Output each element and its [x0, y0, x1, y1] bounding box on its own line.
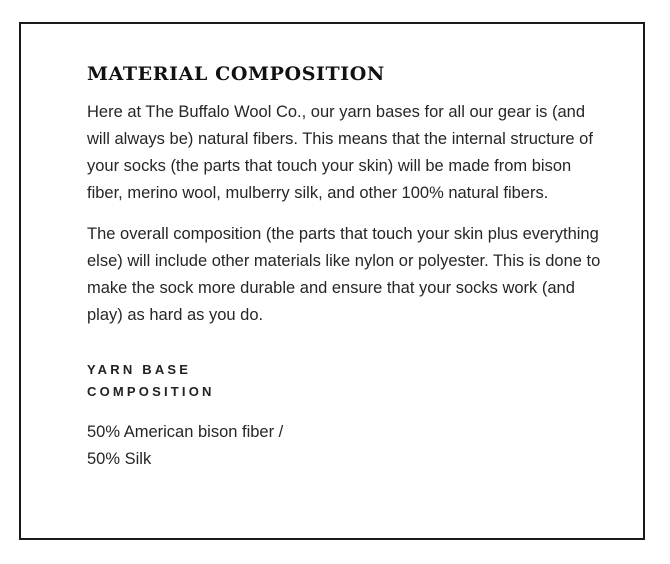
- composition-paragraph: The overall composition (the parts that touch your skin plus everything else) will include other materials like nylon or polyester. This is done to make the sock more durable and ensure that your socks work (and play) as hard as you do.: [87, 225, 601, 324]
- material-composition-card: [19, 22, 645, 540]
- composition-line: 50% Silk: [87, 450, 152, 468]
- section-title: MATERIAL COMPOSITION: [87, 63, 385, 85]
- yarn-composition-value: [87, 419, 607, 473]
- card-content: [87, 62, 607, 473]
- yarn-base-composition-heading: [87, 359, 607, 403]
- composition-line: 50% American bison fiber /: [87, 423, 284, 441]
- subheading-line: COMPOSITION: [87, 384, 215, 399]
- intro-paragraph: Here at The Buffalo Wool Co., our yarn bases for all our gear is (and will always be) natural fibers. This means that the internal structure of your socks (the parts that touch your skin) will be made from bison fiber, merino wool, mulberry silk, and other 100% natural fibers.: [87, 103, 593, 202]
- subheading-line: YARN BASE: [87, 362, 192, 377]
